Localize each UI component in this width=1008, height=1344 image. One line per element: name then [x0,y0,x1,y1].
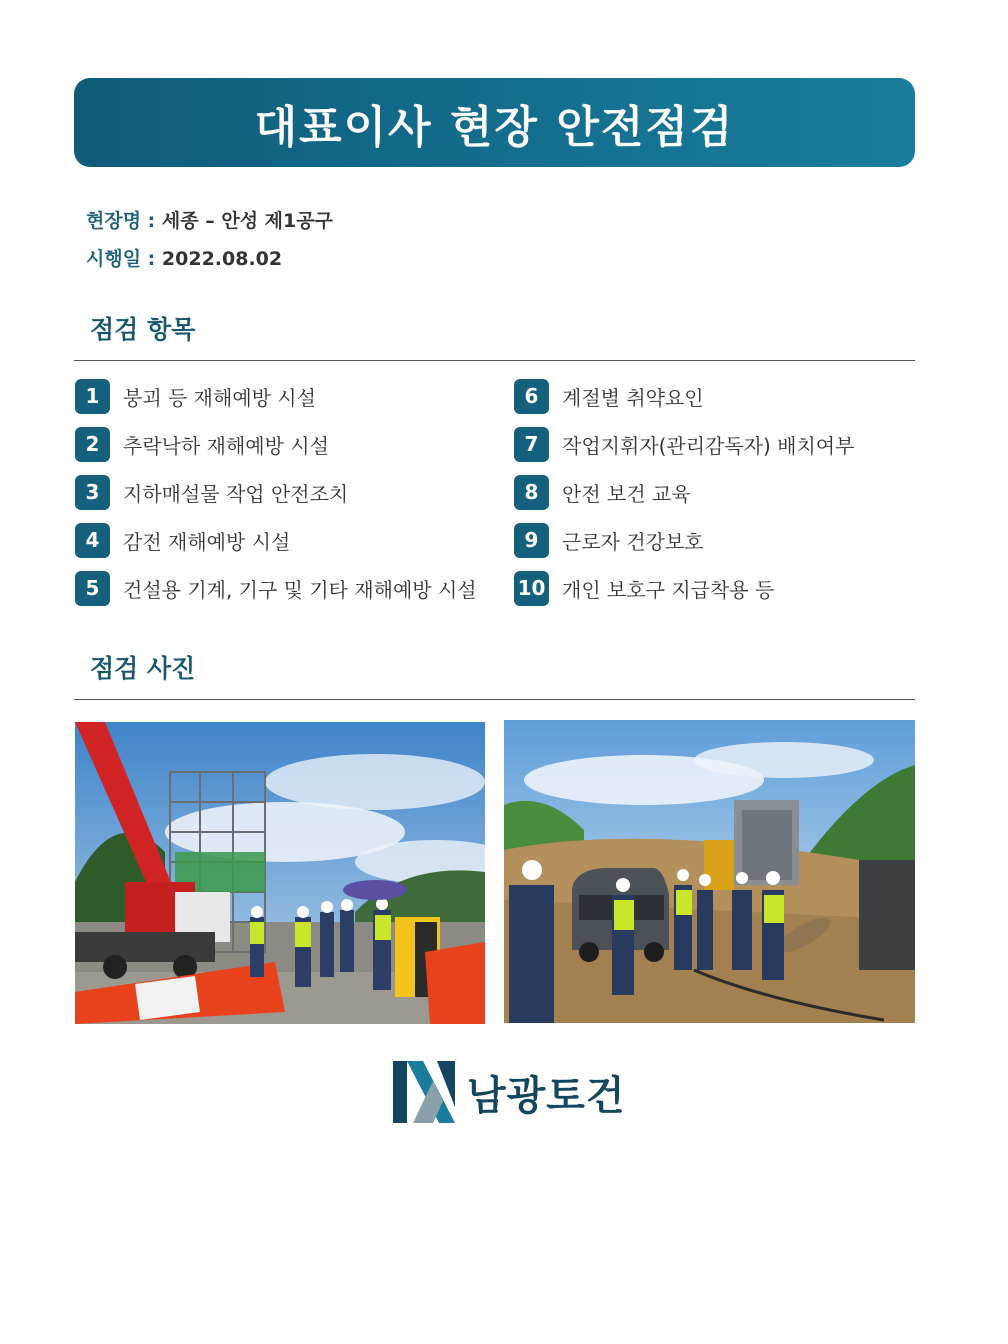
inspection-heading: 점검 항목 [90,315,196,344]
item-label: 지하매설물 작업 안전조치 [123,481,349,506]
site-value: 세종 – 안성 제1공구 [161,210,333,232]
divider [74,360,915,361]
item-number-badge: 9 [514,523,549,558]
item-label: 추락낙하 재해예방 시설 [123,433,329,458]
item-label: 근로자 건강보호 [562,529,704,554]
page-title: 대표이사 현장 안전점검 [254,101,735,153]
inspection-item [75,522,290,558]
inspection-item [514,378,704,414]
site-info [86,206,333,233]
inspection-item [75,474,348,510]
item-number-badge: 8 [514,475,549,510]
item-number-badge: 5 [75,571,110,606]
photos-heading: 점검 사진 [90,654,196,683]
logo-mark-icon [393,1061,455,1123]
inspection-item [75,570,477,606]
inspection-item [514,570,774,606]
item-number-badge: 2 [75,427,110,462]
date-value: 2022.08.02 [161,248,283,270]
inspection-item [514,426,854,462]
item-label: 안전 보건 교육 [562,481,691,506]
inspection-item [514,474,691,510]
date-info [86,244,282,271]
item-number-badge: 7 [514,427,549,462]
item-label: 계절별 취약요인 [562,385,704,410]
item-number-badge: 4 [75,523,110,558]
inspection-item [75,426,329,462]
item-label: 감전 재해예방 시설 [123,529,291,554]
inspection-item [75,378,316,414]
item-label: 붕괴 등 재해예방 시설 [123,385,316,410]
title-banner [74,78,915,167]
item-label: 작업지휘자(관리감독자) 배치여부 [562,433,855,458]
inspection-photo-2 [504,720,915,1023]
date-label: 시행일 : [86,248,156,270]
company-logo [393,1060,626,1124]
item-number-badge: 3 [75,475,110,510]
site-label: 현장명 : [86,210,156,232]
divider [74,699,915,700]
item-label: 건설용 기계, 기구 및 기타 재해예방 시설 [123,577,477,602]
item-number-badge: 6 [514,379,549,414]
item-number-badge: 10 [514,571,549,606]
item-label: 개인 보호구 지급착용 등 [562,577,775,602]
item-number-badge: 1 [75,379,110,414]
inspection-item [514,522,704,558]
logo-text: 남광토건 [467,1072,626,1119]
inspection-photo-1 [75,722,485,1024]
